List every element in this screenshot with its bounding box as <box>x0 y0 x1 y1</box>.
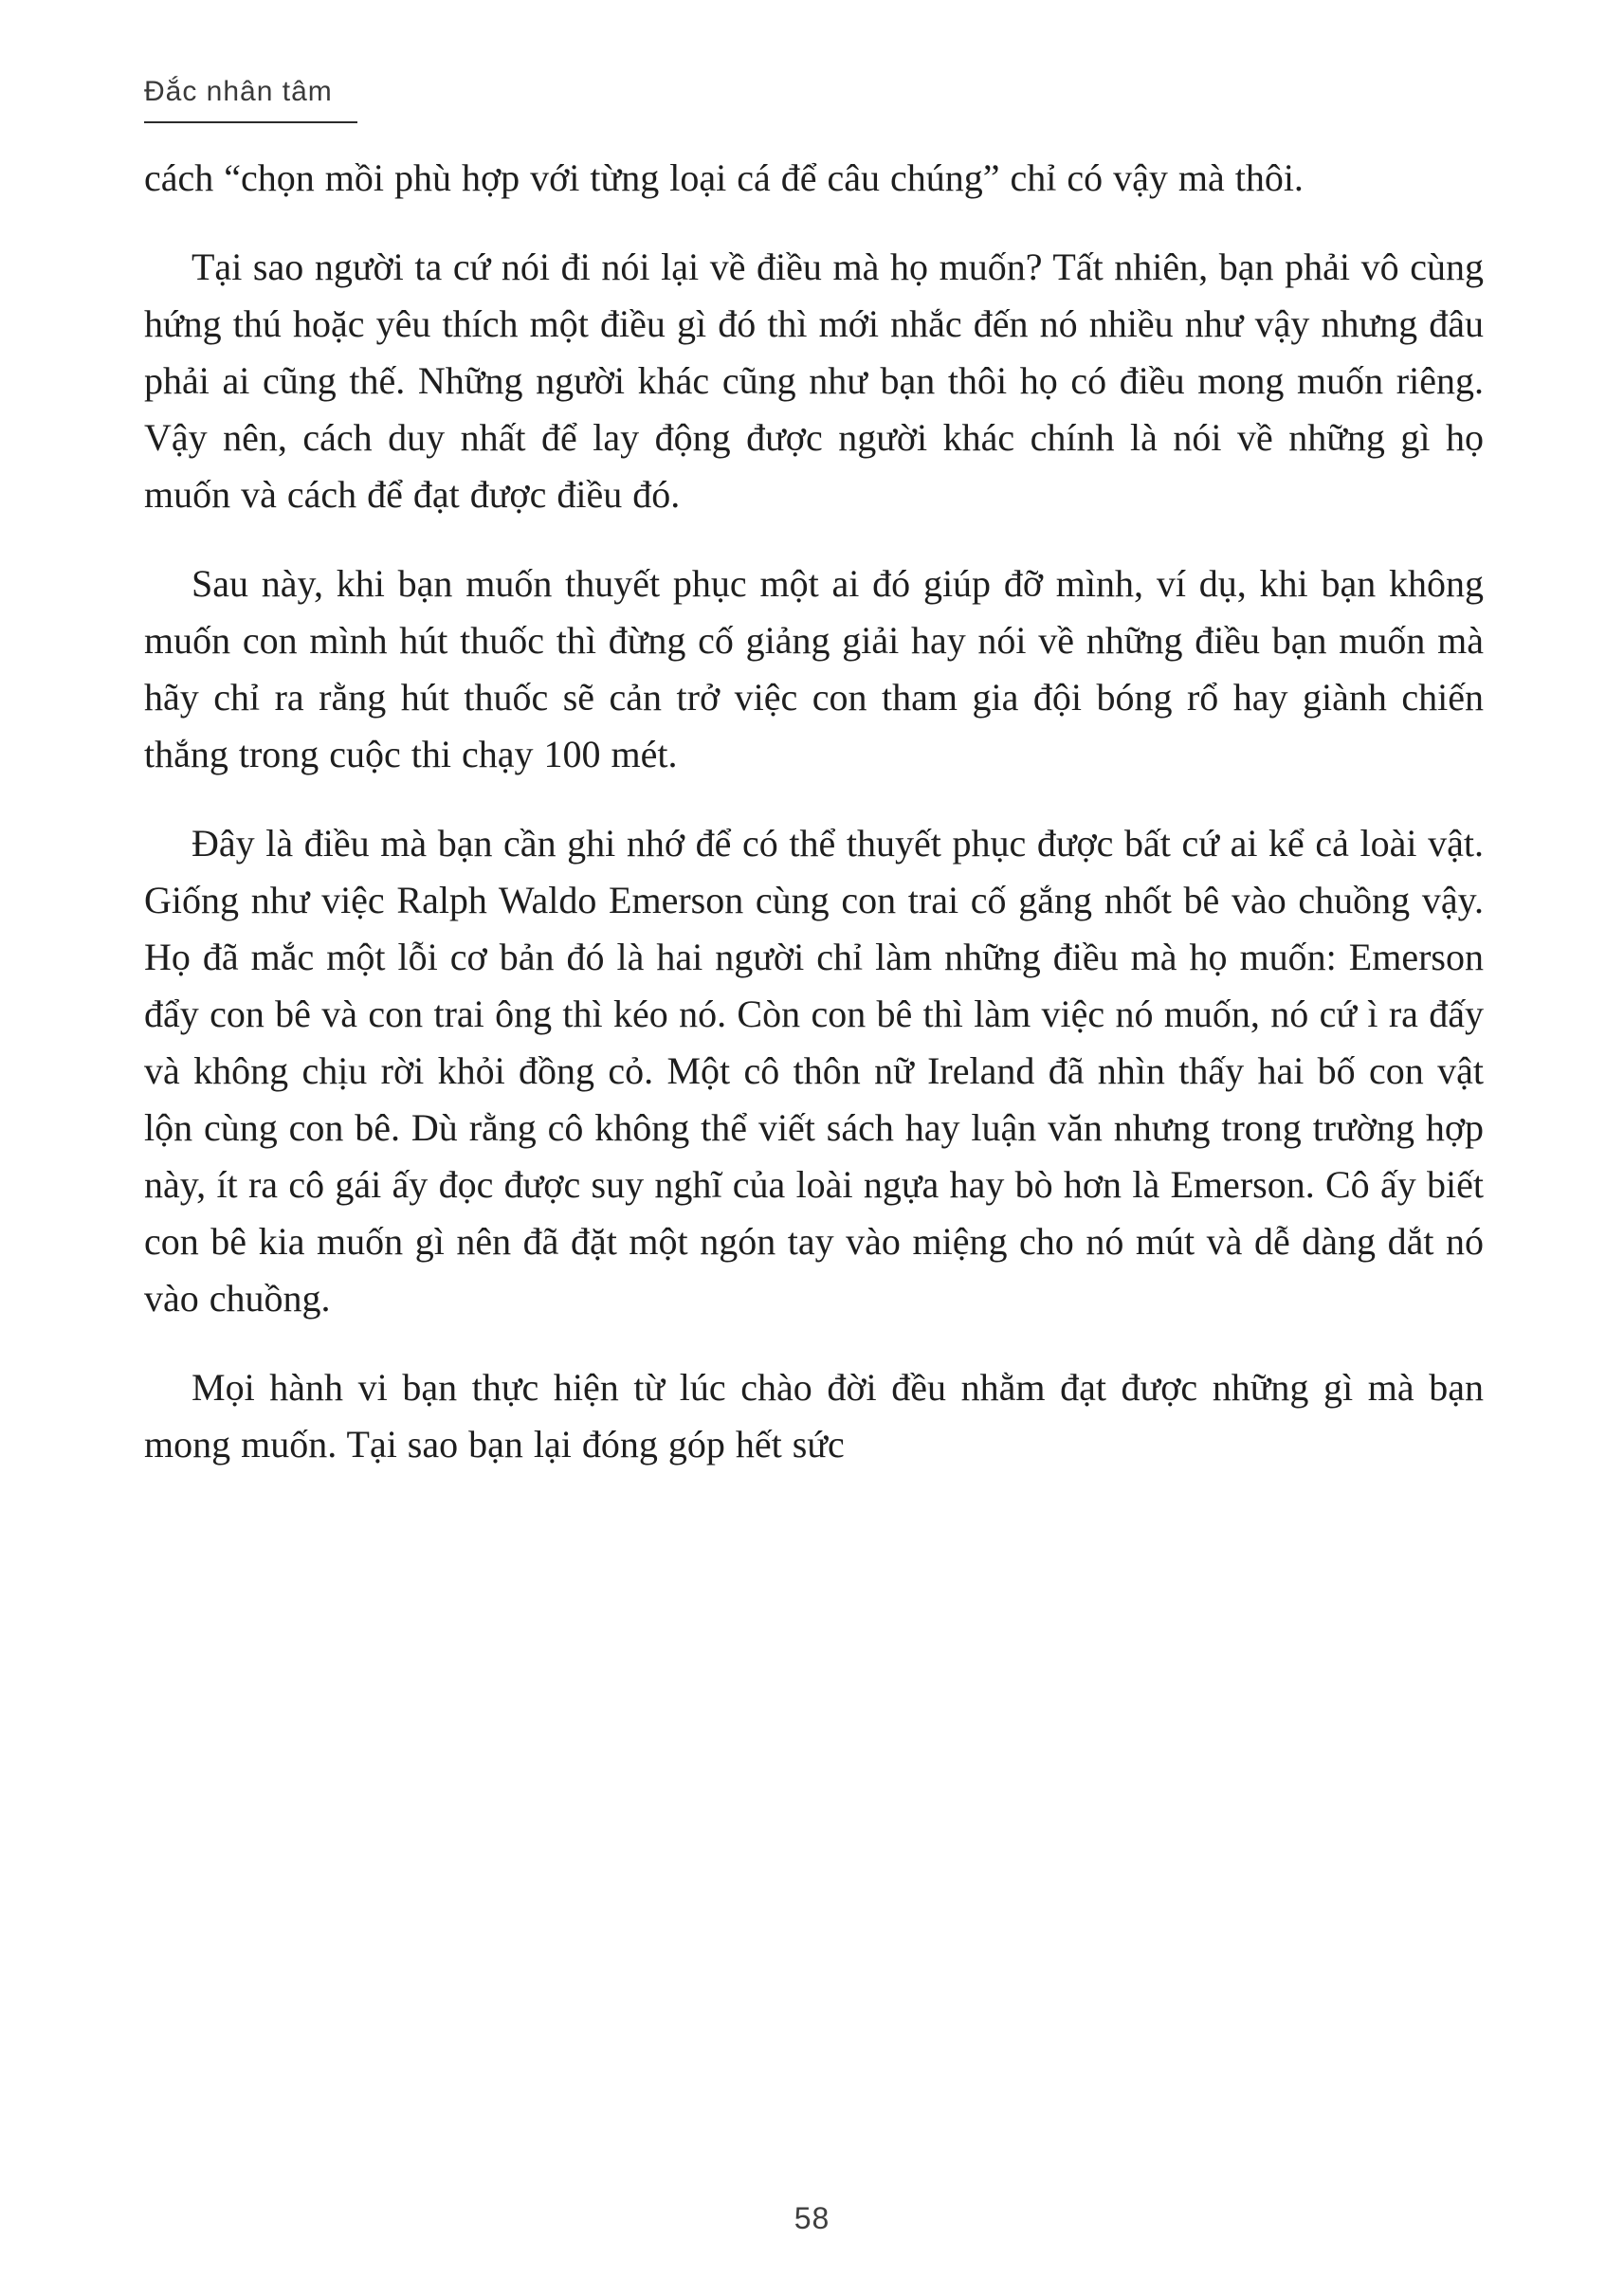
running-header-title: Đắc nhân tâm <box>144 76 357 123</box>
paragraph-continuation: cách “chọn mồi phù hợp với từng loại cá để câu chúng” chỉ có vậy mà thôi. <box>144 156 1304 199</box>
page-number: 58 <box>794 2201 830 2235</box>
running-header <box>144 76 1484 123</box>
paragraph: Đây là điều mà bạn cần ghi nhớ để có thể thuyết phục được bất cứ ai kể cả loài vật. Giống như việc Ralph Waldo Emerson cùng con trai cố gắng nhốt bê vào chuồng vậy. Họ đã mắc một lỗi cơ bản đó là hai người chỉ làm những điều mà họ muốn: Emerson đẩy con bê và con trai ông thì kéo nó. Còn con bê thì làm việc nó muốn, nó cứ ì ra đấy và không chịu rời khỏi đồng cỏ. Một cô thôn nữ Ireland đã nhìn thấy hai bố con vật lộn cùng con bê. Dù rằng cô không thể viết sách hay luận văn nhưng trong trường hợp này, ít ra cô gái ấy đọc được suy nghĩ của loài ngựa hay bò hơn là Emerson. Cô ấy biết con bê kia muốn gì nên đã đặt một ngón tay vào miệng cho nó mút và dễ dàng dắt nó vào chuồng. <box>144 822 1484 1320</box>
paragraph: Mọi hành vi bạn thực hiện từ lúc chào đời đều nhằm đạt được những gì mà bạn mong muốn. Tại sao bạn lại đóng góp hết sức <box>144 1366 1484 1466</box>
paragraph: Sau này, khi bạn muốn thuyết phục một ai đó giúp đỡ mình, ví dụ, khi bạn không muốn con mình hút thuốc thì đừng cố giảng giải hay nói về những điều bạn muốn mà hãy chỉ ra rằng hút thuốc sẽ cản trở việc con tham gia đội bóng rổ hay giành chiến thắng trong cuộc thi chạy 100 mét. <box>144 562 1484 775</box>
paragraph: Tại sao người ta cứ nói đi nói lại về điều mà họ muốn? Tất nhiên, bạn phải vô cùng hứng thú hoặc yêu thích một điều gì đó thì mới nhắc đến nó nhiều như vậy nhưng đâu phải ai cũng thế. Những người khác cũng như bạn thôi họ có điều mong muốn riêng. Vậy nên, cách duy nhất để lay động được người khác chính là nói về những gì họ muốn và cách để đạt được điều đó. <box>144 246 1484 516</box>
page-body <box>144 150 1484 1473</box>
